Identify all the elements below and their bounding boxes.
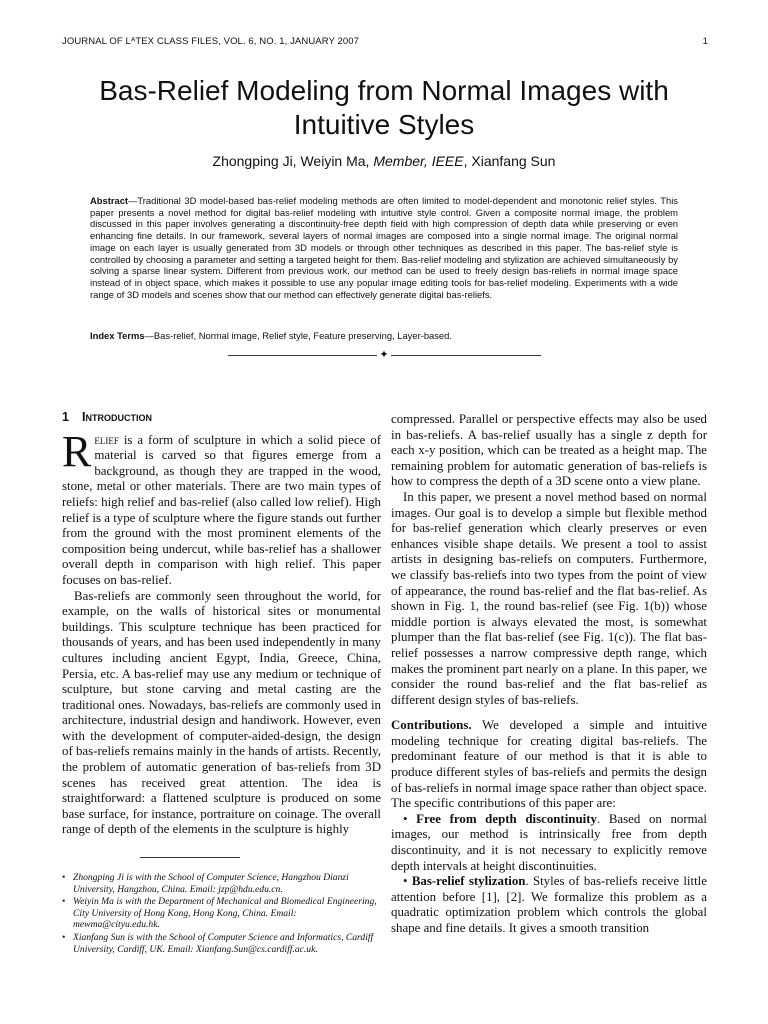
section-number: 1 (62, 410, 69, 424)
author-names-b: , Xianfang Sun (463, 153, 556, 169)
index-terms-label: Index Terms (90, 330, 145, 341)
right-column (391, 412, 707, 937)
author-line (60, 153, 708, 169)
author-names-a: Zhongping Ji, Weiyin Ma, (212, 153, 374, 169)
footnote-text: Zhongping Ji is with the School of Computer Science, Hangzhou Dianzi University, Hangzhou, China. Email: jzp@hdu.edu.cn. (73, 872, 349, 895)
contribution-bullet-2 (391, 874, 707, 936)
footnote-text: Xianfang Sun is with the School of Computer Science and Informatics, Cardiff University, Cardiff, UK. Email: Xianfang.Sun@cs.cardiff.ac.uk. (73, 931, 374, 955)
index-terms (90, 330, 678, 342)
drop-cap: R (62, 426, 92, 476)
section-heading (62, 410, 381, 426)
bullet-icon: • (62, 931, 66, 943)
page-number: 1 (702, 36, 708, 47)
para1-text: is a form of sculpture in which a solid piece of material is carved so that figures emerge from a background, as though they are trapped in the wood, stone, metal or other materials. There are two main types of reliefs: high relief and bas-relief (also called low relief). High relief is a type of sculpture where the figure stands out further from the ground with the most prominent elements of the composition being undercut, while bas-relief has a shallower overall depth in comparison with high relief. This paper focuses on bas-relief. (62, 432, 381, 587)
first-word: elief (94, 432, 119, 447)
bullet-icon: • (403, 811, 408, 826)
footnote-item (62, 896, 381, 931)
bullet-1-text: . Based on normal images, our method is intrinsically free from depth discontinuity, and it is not necessary to explicitly remove depth intervals at height discontinuities. (391, 811, 707, 873)
bullet-icon: • (62, 896, 66, 908)
footnote-item (62, 932, 381, 955)
section-title: Introduction (82, 410, 152, 424)
bullet-icon: • (403, 874, 408, 889)
right-paragraph-2: In this paper, we present a novel method based on normal images. Our goal is to develop a simple but flexible method for bas-relief generation which clearly preserves or even enhances visible shape details. We present a tool to assist artists in designing bas-reliefs on computers. Furthermore, we classify bas-reliefs into two types from the point of view of appearance, the round bas-relief and the flat bas-relief. As shown in Fig. 1, the round bas-relief (see Fig. 1(b)) whose middle portion is always elevated the most, is somewhat plumper than the flat bas-relief (see Fig. 1(c)). The flat bas-relief possesses a narrow compressive depth range, which makes the prominent part nearly on a plane. In this paper, we consider the round bas-relief and the flat bas-relief as different design styles of bas-reliefs. (391, 489, 707, 707)
contributions-label: Contributions. (391, 718, 472, 733)
abstract-text: Traditional 3D model-based bas-relief modeling methods are often limited to model-dependent and monotonic relief styles. This paper presents a novel method for digital bas-relief modeling with intuitive style control. Given a composite normal image, the problem discussed in this paper involves generating a discontinuity-free depth field with high compression of depth data while preserving or even enhancing fine details. In our framework, several layers of normal images are composed into a single normal image. The original normal image on each layer is usually generated from 3D models or through other techniques as described in this paper. The bas-relief style is controlled by choosing a parameter and setting a targeted height for them. Bas-relief modeling and stylization are achieved simultaneously by solving a sparse linear system. Different from previous work, our method can be used to freely design bas-reliefs in normal image space instead of in object space, which makes it possible to use any popular image editing tools for bas-relief modeling. Experiments with a wide range of 3D models and scenes show that our method can effectively generate digital bas-reliefs. (90, 195, 678, 300)
footnote-text: Weiyin Ma is with the Department of Mechanical and Biomedical Engineering, City University of Hong Kong, Hong Kong, China. Email: mewma@cityu.edu.hk. (73, 896, 377, 931)
left-column (62, 410, 381, 838)
bullet-2-label: Bas-relief stylization (411, 874, 526, 889)
bullet-1-label: Free from depth discontinuity (416, 811, 597, 826)
contributions-text: We developed a simple and intuitive modeling technique for creating digital bas-reliefs. The predominant feature of our method is that it is able to produce different styles of bas-reliefs and permits the design of bas-reliefs in normal image space rather than object space. The specific contributions of this paper are: (391, 718, 707, 811)
abstract-dash: — (128, 195, 138, 206)
intro-paragraph-1 (62, 426, 381, 589)
author-role: Member, IEEE (373, 153, 464, 169)
abstract-label: Abstract (90, 195, 129, 206)
abstract (90, 195, 678, 300)
footnotes (62, 872, 381, 956)
index-terms-dash: — (144, 330, 154, 341)
contribution-bullet-1 (391, 812, 707, 874)
bullet-2-text: . Styles of bas-reliefs receive little attention before [1], [2]. We formalize this problem as a quadratic optimization problem which controls the global shape and fine details. It gives a smooth transition (391, 874, 707, 935)
footnote-item (62, 872, 381, 895)
footnote-rule (140, 857, 240, 858)
contributions-paragraph (391, 718, 707, 812)
intro-paragraph-2: Bas-reliefs are commonly seen throughout the world, for example, on the walls of historical sites or monumental buildings. This sculpture technique has been practiced for thousands of years, and has been used independently in many cultures including ancient Egypt, India, Greece, China, Persia, etc. A bas-relief may use any medium or technique of sculpture, but stone carving and metal casting are the traditional ones. Nowadays, bas-reliefs are commonly used in architecture, industrial design and handiwork. However, even with the development of computer-aided-design, the design of bas-reliefs remains mainly in the hands of artists. Recently, the problem of automatic generation of bas-reliefs from 3D scenes has received great attention. The idea is straightforward: a flattened sculpture is produced on some base surface, for instance, portraiture on coinage. The overall range of depth of the elements in the sculpture is highly (62, 588, 381, 837)
running-header: JOURNAL OF LᴬTEX CLASS FILES, VOL. 6, NO. 1, JANUARY 2007 (62, 36, 360, 47)
index-terms-text: Bas-relief, Normal image, Relief style, Feature preserving, Layer-based. (153, 330, 452, 341)
right-paragraph-1: compressed. Parallel or perspective effects may also be used in bas-reliefs. A bas-relief usually has a single z depth for each x-y position, which can be treated as a height map. The remaining problem for automatic generation of bas-reliefs is how to compress the depth of a 3D scene onto a view plane. (391, 412, 707, 489)
bullet-icon: • (62, 872, 66, 883)
separator-diamond-icon: ✦ (377, 348, 391, 362)
paper-title: Bas-Relief Modeling from Normal Images with Intuitive Styles (99, 75, 669, 140)
